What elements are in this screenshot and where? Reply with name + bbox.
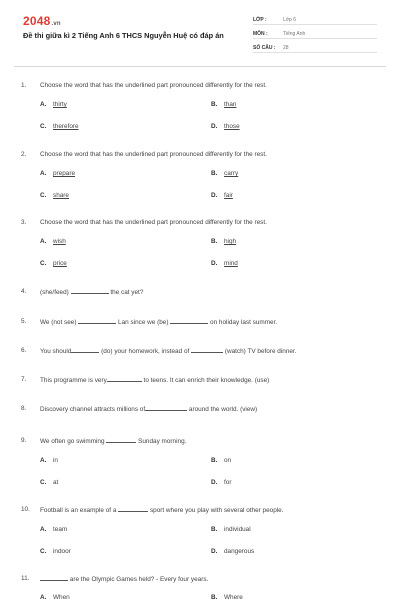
meta-class: LỚP : Lớp 6 [253,16,377,25]
logo-tld: .vn [51,21,61,27]
q2-option-a[interactable]: A. prepare [40,170,76,177]
answer-blank[interactable] [170,318,208,324]
answer-blank[interactable] [145,405,187,411]
header-divider [14,66,386,67]
q1-option-b[interactable]: B. than [211,101,237,108]
q10-option-b[interactable]: B. individual [211,526,251,533]
q10-option-c[interactable]: C. indoor [40,548,71,555]
meta-question-count: SỐ CÂU : 28 [253,44,377,53]
q10-option-d[interactable]: D. dangerous [211,548,255,555]
q3-option-c[interactable]: C. price [40,260,67,267]
answer-blank[interactable] [71,288,109,294]
answer-blank[interactable] [40,575,68,581]
q10-option-a[interactable]: A. team [40,526,68,533]
q11-option-b[interactable]: B. Where [211,594,243,600]
answer-blank[interactable] [191,347,223,353]
q2-option-d[interactable]: D. fair [211,192,233,199]
q3-option-d[interactable]: D. mind [211,260,238,267]
exam-page: 2048.vn Đề thi giữa kì 2 Tiếng Anh 6 THCS Nguyễn Huệ có đáp án LỚP : Lớp 6 MÔN : Tiếng Anh SỐ CÂU : 28 1. Choose the word that has the underlined part pronounced differently for the rest. A. thirty B. than C. therefore D. those 2. Choose the word that has the underlined part pronounced differently for the rest. A. prepare B. carry C. share D. fair 3. Choose the word that has the underlined part pronounced differently for the rest. A. wish B. high C. price D. mind 4. (she/feed) the cat yet? 5. We (not see) Lan since we (be) on holiday last summer. 6. You should (do) your homework, instead of (watch) TV before dinner. 7. This programme is very to teens. It can enrich their knowledge. (use) 8. Discovery channel attracts millions of around the world. (view) 9. We often go swimming Sunday morning. A. in B. on C. at D. for 10. Football is an example of a sport where you play with several other people. A. team B. individual C. indoor D. dangerous 11. are the Olympic Games held? - Every four years. A. When B. Where [0,0,400,600]
q1-option-d[interactable]: D. those [211,123,240,130]
answer-blank[interactable] [78,318,116,324]
answer-blank[interactable] [71,347,99,353]
meta-subject: MÔN : Tiếng Anh [253,30,377,39]
answer-blank[interactable] [118,506,148,512]
answer-blank[interactable] [106,437,136,443]
q2-option-b[interactable]: B. carry [211,170,239,177]
q1-option-c[interactable]: C. therefore [40,123,79,130]
q2-option-c[interactable]: C. share [40,192,69,199]
answer-blank[interactable] [107,376,142,382]
q1-option-a[interactable]: A. thirty [40,101,67,108]
q11-option-a[interactable]: A. When [40,594,70,600]
q9-option-c[interactable]: C. at [40,479,59,486]
q9-option-d[interactable]: D. for [211,479,232,486]
q3-option-a[interactable]: A. wish [40,238,66,245]
site-logo[interactable]: 2048.vn [23,14,61,28]
q9-option-a[interactable]: A. in [40,457,58,464]
exam-header [0,0,400,64]
q9-option-b[interactable]: B. on [211,457,232,464]
q3-option-b[interactable]: B. high [211,238,237,245]
page-title: Đề thi giữa kì 2 Tiếng Anh 6 THCS Nguyễn Huệ có đáp án [23,31,224,40]
